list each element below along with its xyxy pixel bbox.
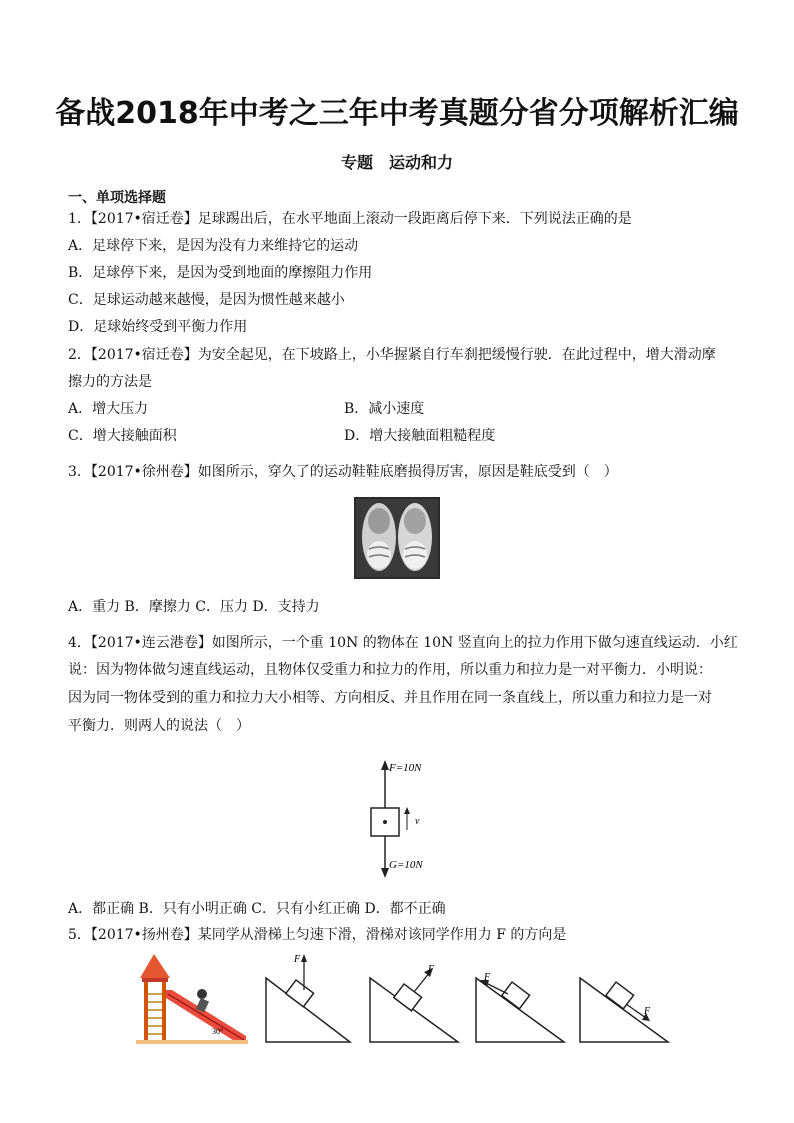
page-title: 备战2018年中考之三年中考真题分省分项解析汇编 (55, 96, 739, 131)
page-subtitle: 专题 运动和力 (340, 153, 453, 172)
q2-stem-line1: 2．【2017•宿迁卷】为安全起见，在下坡路上，小华握紧自行车刹把缓慢行驶．在此过程中，增大滑动摩 (68, 347, 716, 363)
force-label-b: F (428, 964, 435, 975)
worn-shoe-soles-photo (354, 497, 440, 579)
force-g-label: G=10N (389, 859, 423, 871)
q1-option-b: B．足球停下来，是因为受到地面的摩擦阻力作用 (68, 265, 373, 281)
velocity-label: v (415, 816, 420, 827)
force-diagram-figure (355, 758, 445, 880)
q5-stem: 5．【2017•扬州卷】某同学从滑梯上匀速下滑，滑梯对该同学作用力 F 的方向是 (68, 927, 567, 943)
q2-option-a: A．增大压力 (68, 401, 149, 417)
force-label-c: F (484, 972, 491, 983)
force-f-label: F=10N (389, 762, 422, 774)
slide-option-a-diagram (262, 950, 354, 1046)
q2-option-b: B．减小速度 (344, 401, 425, 417)
q4-stem-line2: 说：因为物体做匀速直线运动，且物体仅受重力和拉力的作用，所以重力和拉力是一对平衡力．小明说： (68, 662, 712, 678)
q1-stem: 1．【2017•宿迁卷】足球踢出后，在水平地面上滚动一段距离后停下来．下列说法正确的是 (68, 211, 632, 227)
q4-stem-line4: 平衡力．则两人的说法（ ） (68, 718, 250, 734)
q2-stem-line2: 擦力的方法是 (68, 374, 152, 390)
arrow-up-icon (301, 954, 307, 962)
q4-options: A．都正确 B．只有小明正确 C．只有小红正确 D．都不正确 (68, 901, 446, 917)
q3-options: A．重力 B．摩擦力 C．压力 D．支持力 (68, 599, 320, 615)
slide-option-d-diagram (576, 950, 672, 1046)
slide-option-c-diagram (472, 950, 568, 1046)
slide-option-b-diagram (366, 950, 462, 1046)
q1-option-a: A．足球停下来，是因为没有力来维持它的运动 (68, 238, 359, 254)
section-heading: 一、单项选择题 (68, 190, 166, 206)
q2-option-d: D．增大接触面粗糙程度 (344, 428, 496, 444)
force-label-d: F (644, 1006, 651, 1017)
q1-option-c: C．足球运动越来越慢，是因为惯性越来越小 (68, 292, 345, 308)
q1-option-d: D．足球始终受到平衡力作用 (68, 319, 248, 335)
q2-option-c: C．增大接触面积 (68, 428, 177, 444)
q4-stem-line1: 4．【2017•连云港卷】如图所示，一个重 10N 的物体在 10N 竖直向上的拉力作用下做匀速直线运动．小红 (68, 635, 738, 651)
force-label-a: F (294, 954, 301, 965)
arrow-up-icon (381, 760, 389, 770)
slide-angle-label: 30° (212, 1027, 224, 1036)
slide-illustration (136, 950, 248, 1046)
q4-stem-line3: 因为同一物体受到的重力和拉力大小相等、方向相反、并且作用在同一条直线上，所以重力和拉力是一对 (68, 690, 712, 706)
q3-stem: 3．【2017•徐州卷】如图所示，穿久了的运动鞋鞋底磨损得厉害，原因是鞋底受到（ ） (68, 464, 618, 480)
arrow-down-icon (381, 868, 389, 878)
